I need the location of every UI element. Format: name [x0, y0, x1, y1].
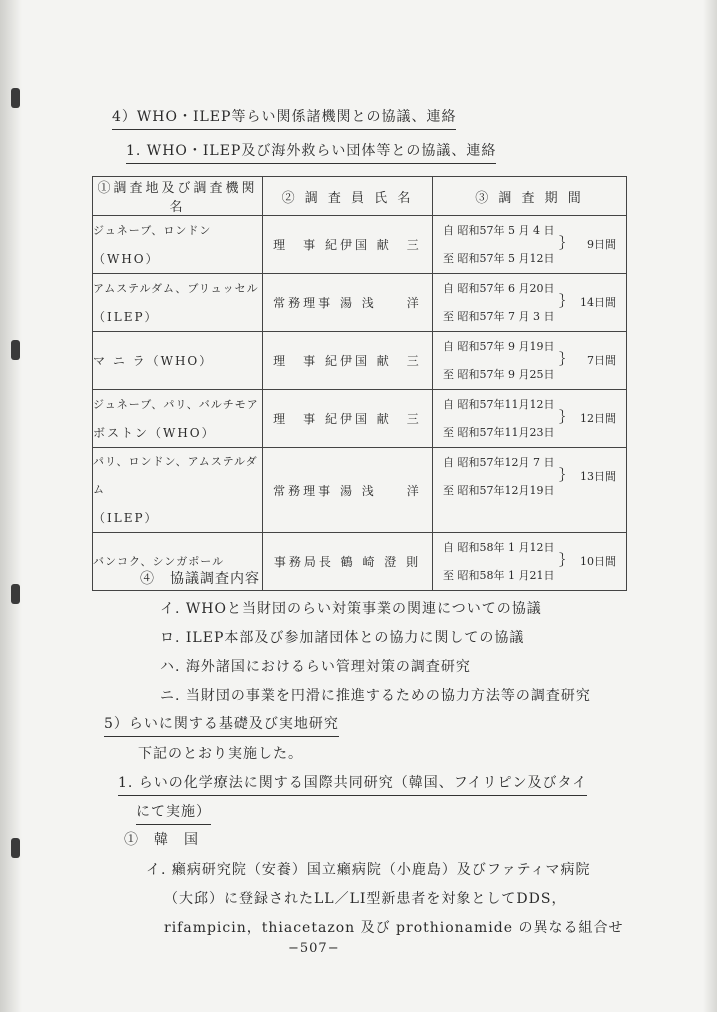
korea-item-i-line-2: （大邱）に登録されたLL／LI型新患者を対象としてDDS， [164, 891, 567, 907]
location-line-2: ボストン（WHO） [93, 425, 216, 440]
brace-glyph: ｝ [559, 468, 573, 484]
column-header-location: ①調査地及び調査機関名 [93, 177, 263, 216]
brace-glyph: ｝ [559, 294, 573, 310]
binding-hole [11, 340, 20, 360]
location-line-1: パリ、ロンドン、アムステルダム [93, 455, 258, 496]
binding-hole [11, 838, 20, 858]
period-to: 至 昭和57年 9 月25日 [443, 368, 555, 381]
consultation-item-ni: ニ. 当財団の事業を円滑に推進するための協力方法等の調査研究 [160, 688, 591, 704]
table-row [93, 390, 627, 448]
period-from: 自 昭和57年12月 7 日 [443, 456, 555, 469]
period-duration: 13日間 [580, 470, 616, 483]
period-from: 自 昭和57年 9 月19日 [443, 340, 555, 353]
period-duration: 9日間 [587, 238, 616, 251]
table-row [93, 448, 627, 533]
korea-item-i-line-1: イ. 癩病研究院（安養）国立癩病院（小鹿島）及びファティマ病院 [146, 862, 591, 878]
binding-hole [11, 584, 20, 604]
period-cell [433, 274, 627, 332]
korea-heading: ① 韓 国 [124, 832, 199, 848]
consultation-item-ro: ロ. ILEP本部及び参加諸団体との協力に関しての協議 [160, 630, 525, 646]
investigator-cell: 理 事 紀伊国 献 三 [263, 216, 433, 274]
table-row [93, 274, 627, 332]
location-line-1: アムステルダム、ブリュッセル [93, 281, 259, 295]
column-header-period: ③ 調 査 期 間 [433, 177, 627, 216]
period-cell [433, 448, 627, 533]
section-4-title: 4）WHO・ILEP等らい関係諸機関との協議、連絡 [112, 106, 456, 130]
survey-table [92, 176, 627, 591]
table-header-row [93, 177, 627, 216]
period-cell [433, 332, 627, 390]
investigator-cell: 常務理事 湯 浅 洋 [263, 274, 433, 332]
brace-glyph: ｝ [559, 553, 573, 569]
page-edge-shadow [703, 0, 717, 1012]
period-duration: 7日間 [587, 354, 616, 367]
location-line-2: （ILEP） [93, 511, 159, 525]
investigator-cell: 常務理事 湯 浅 洋 [263, 448, 433, 533]
location-cell [93, 274, 263, 332]
location-line-1: バンコク、シンガポール [93, 554, 225, 568]
consultation-item-i: イ. WHOと当財団のらい対策事業の関連についての協議 [160, 601, 542, 617]
period-duration: 12日間 [580, 412, 616, 425]
period-cell [433, 216, 627, 274]
korea-item-i-line-3: rifampicin，thiacetazon 及び prothionamide の異なる組合せ [164, 920, 624, 936]
location-line-1: ジュネーブ、パリ、バルチモア [93, 397, 259, 411]
location-cell [93, 332, 263, 390]
brace-glyph: ｝ [559, 410, 573, 426]
table-row [93, 216, 627, 274]
period-from: 自 昭和57年 6 月20日 [443, 282, 555, 295]
period-to: 至 昭和57年12月19日 [443, 484, 555, 497]
location-line-2: （ILEP） [93, 309, 159, 324]
page-number: −507− [288, 941, 340, 956]
period-from: 自 昭和57年11月12日 [443, 398, 555, 411]
period-cell [433, 390, 627, 448]
section-5-intro: 下記のとおり実施した。 [138, 746, 303, 762]
location-cell [93, 216, 263, 274]
location-cell [93, 448, 263, 533]
location-line-2: （WHO） [93, 251, 160, 266]
consultation-item-ha: ハ. 海外諸国におけるらい管理対策の調査研究 [160, 659, 471, 675]
location-cell [93, 390, 263, 448]
period-cell [433, 533, 627, 591]
subsection-1-title: 1. WHO・ILEP及び海外救らい団体等との協議、連絡 [126, 140, 496, 164]
section-5-title: 5）らいに関する基礎及び実地研究 [104, 713, 339, 737]
period-duration: 10日間 [580, 555, 616, 568]
item-4-heading: ④ 協議調査内容 [140, 571, 260, 587]
period-to: 至 昭和57年 7 月 3 日 [443, 310, 555, 323]
period-to: 至 昭和57年11月23日 [443, 426, 555, 439]
binding-hole [11, 88, 20, 108]
investigator-cell: 事務局長 鶴 崎 澄 則 [263, 533, 433, 591]
table-row [93, 332, 627, 390]
subsection-1-line-1: 1. らいの化学療法に関する国際共同研究（韓国、フイリピン及びタイ [118, 772, 587, 796]
subsection-1-line-2: にて実施） [136, 801, 211, 825]
binding-edge [0, 0, 22, 1012]
brace-glyph: ｝ [559, 236, 573, 252]
period-from: 自 昭和57年 5 月 4 日 [443, 224, 555, 237]
investigator-cell: 理 事 紀伊国 献 三 [263, 332, 433, 390]
period-duration: 14日間 [580, 296, 616, 309]
period-to: 至 昭和57年 5 月12日 [443, 252, 555, 265]
column-header-investigator: ② 調 査 員 氏 名 [263, 177, 433, 216]
investigator-cell: 理 事 紀伊国 献 三 [263, 390, 433, 448]
period-to: 至 昭和58年 1 月21日 [443, 569, 555, 582]
location-line-1: マ ニ ラ（WHO） [93, 353, 214, 368]
period-from: 自 昭和58年 1 月12日 [443, 541, 555, 554]
location-line-1: ジュネーブ、ロンドン [93, 223, 212, 237]
brace-glyph: ｝ [559, 352, 573, 368]
